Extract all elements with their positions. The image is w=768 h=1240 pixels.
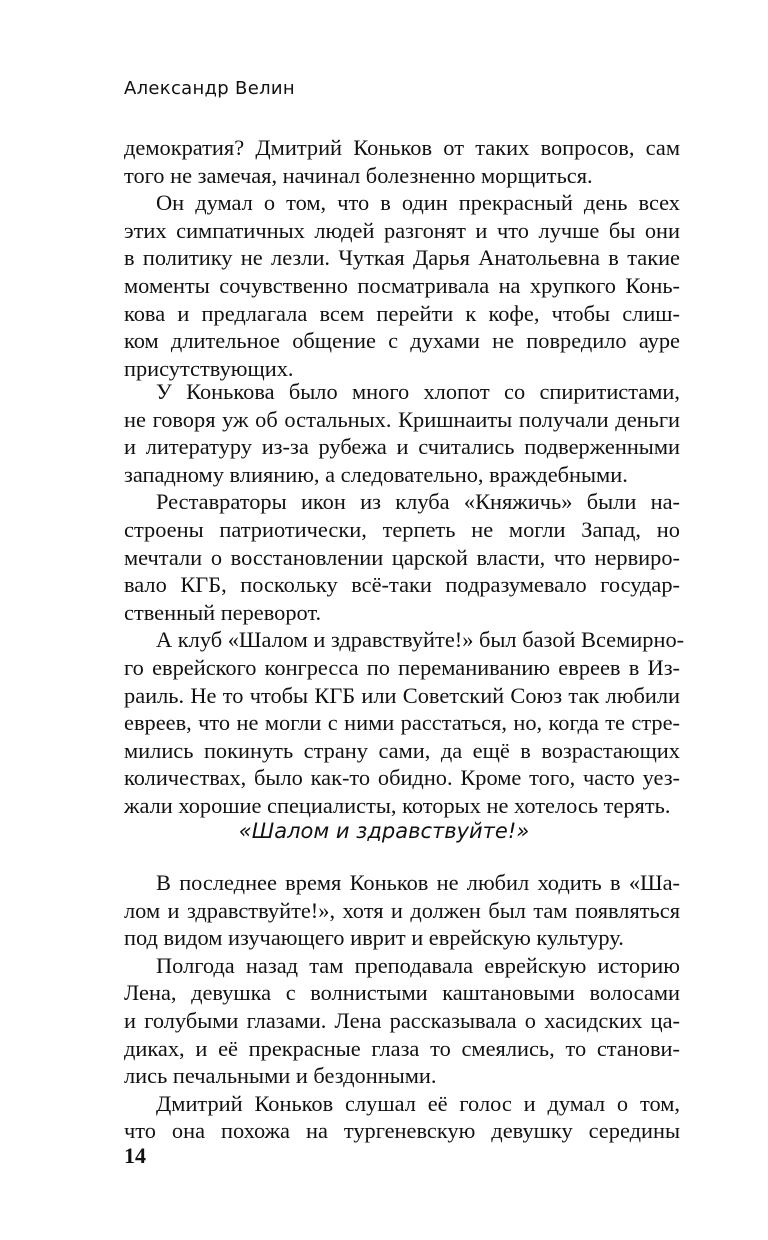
- text-line: вало КГБ, поскольку всё-таки подразумевало государ-: [124, 572, 680, 598]
- running-head: Александр Велин: [124, 78, 295, 99]
- text-line: жали хорошие специалисты, которых не хотелось терять.: [124, 792, 671, 818]
- text-line: Реставраторы икон из клуба «Княжичь» были на-: [156, 489, 680, 515]
- text-block-3: [124, 869, 680, 1145]
- text-block-2: [124, 378, 685, 820]
- text-line: строены патриотически, терпеть не могли Запад, но: [124, 516, 680, 542]
- text-line: того не замечая, начинал болезненно морщиться.: [124, 162, 593, 188]
- text-line: го еврейского конгресса по переманиванию евреев в Из-: [124, 654, 680, 680]
- text-line: демократия? Дмитрий Коньков от таких вопросов, сам: [124, 135, 680, 160]
- text-line: этих симпатичных людей разгонят и что лучше бы они: [124, 217, 680, 243]
- text-line: мились покинуть страну сами, да ещё в возрастающих: [124, 737, 680, 763]
- text-line: Он думал о том, что в один прекрасный день всех: [156, 190, 680, 216]
- text-line: диках, и её прекрасные глаза то смеялись, то станови-: [124, 1035, 680, 1061]
- text-line: А клуб «Шалом и здравствуйте!» был базой Всемирно-: [156, 627, 685, 653]
- text-line: евреев, что не могли с ними расстаться, но, когда те стре-: [124, 710, 680, 736]
- text-line: ственный переворот.: [124, 599, 322, 625]
- text-line: Полгода назад там преподавала еврейскую историю: [156, 952, 680, 978]
- text-block-1: [124, 134, 680, 382]
- text-line: не говоря уж об остальных. Кришнаиты получали деньги: [124, 406, 680, 432]
- text-line: присутствующих.: [124, 355, 294, 381]
- text-line: западному влиянию, а следовательно, враждебными.: [124, 461, 628, 487]
- text-line: лом и здравствуйте!», хотя и должен был там появляться: [124, 897, 680, 923]
- text-line: под видом изучающего иврит и еврейскую культуру.: [124, 925, 624, 951]
- text-line: что она похожа на тургеневскую девушку середины: [124, 1118, 680, 1144]
- text-line: В последнее время Коньков не любил ходить в «Ша-: [156, 870, 680, 895]
- text-line: в политику не лезли. Чуткая Дарья Анатольевна в такие: [124, 245, 680, 271]
- text-line: количествах, было как-то обидно. Кроме того, часто уез-: [124, 765, 680, 791]
- text-line: Дмитрий Коньков слушал её голос и думал о том,: [156, 1090, 680, 1116]
- text-line: лись печальными и бездонными.: [124, 1063, 437, 1089]
- text-line: раиль. Не то чтобы КГБ или Советский Союз так любили: [124, 682, 680, 708]
- text-line: мечтали о восстановлении царской власти, что нервиро-: [124, 544, 680, 570]
- text-line: ком длительное общение с духами не повредило ауре: [124, 328, 680, 354]
- section-heading: «Шалом и здравствуйте!»: [238, 819, 530, 843]
- text-line: Лена, девушка с волнистыми каштановыми волосами: [124, 980, 680, 1006]
- page-number: 14: [124, 1143, 146, 1168]
- text-line: и литературу из-за рубежа и считались подверженными: [124, 434, 680, 460]
- text-line: кова и предлагала всем перейти к кофе, чтобы слиш-: [124, 300, 680, 326]
- text-line: моменты сочувственно посматривала на хрупкого Конь-: [124, 272, 680, 298]
- text-line: У Конькова было много хлопот со спиритистами,: [156, 379, 680, 404]
- text-line: и голубыми глазами. Лена рассказывала о хасидских ца-: [124, 1007, 680, 1033]
